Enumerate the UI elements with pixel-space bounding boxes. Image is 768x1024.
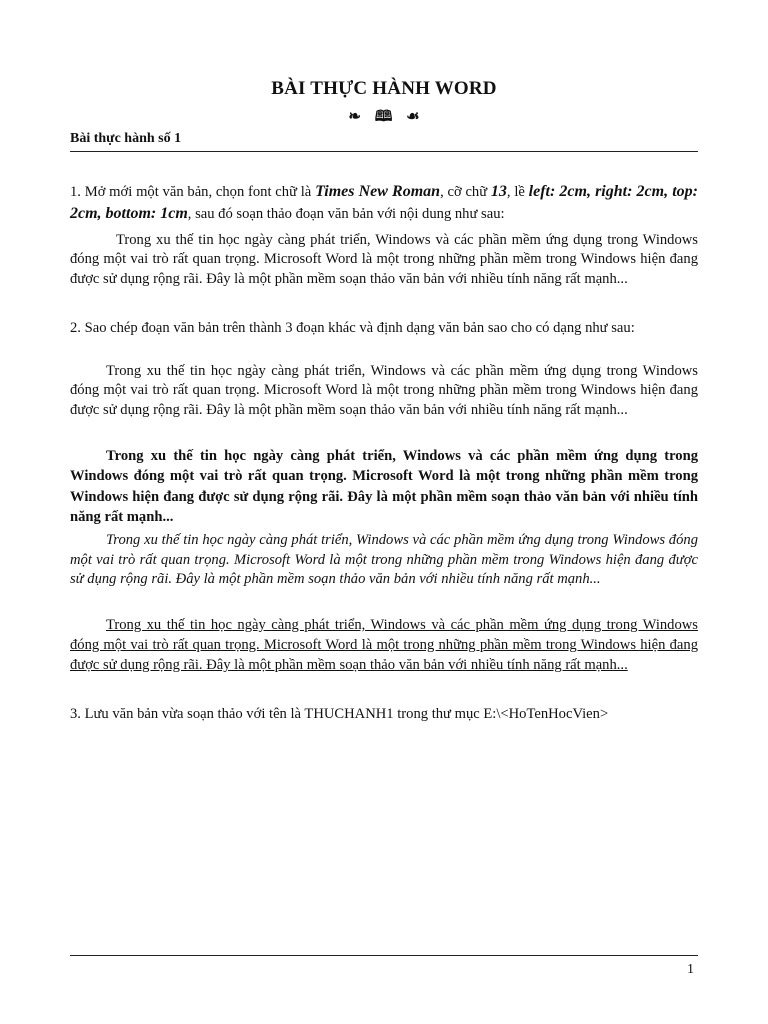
page-number: 1	[687, 962, 694, 977]
open-book-icon: 🕮	[374, 109, 393, 125]
instruction-item-3: 3. Lưu văn bản vừa soạn thảo với tên là THUCHANH1 trong thư mục E:\<HoTenHocVien>	[70, 706, 609, 722]
page-title: BÀI THỰC HÀNH WORD	[271, 78, 497, 99]
font-name-value: Times New Roman	[315, 183, 441, 200]
sample-paragraph-underline: Trong xu thế tin học ngày càng phát triển, Windows và các phần mềm ứng dụng trong Windows đóng một vai trò rất quan trọng. Microsoft Word là một trong những phần mềm trong Windows hiện đang được sử dụng rộng rãi. Đây là một phần mềm soạn thảo văn bản với nhiều tính năng rất mạnh...	[70, 617, 698, 673]
sample-paragraph-normal: Trong xu thế tin học ngày càng phát triển, Windows và các phần mềm ứng dụng trong Windows đóng một vai trò rất quan trọng. Microsoft Word là một trong những phần mềm trong Windows hiện đang được sử dụng rộng rãi. Đây là một phần mềm soạn thảo văn bản với nhiều tính năng rất mạnh...	[70, 363, 698, 418]
sample-paragraph-bold: Trong xu thế tin học ngày càng phát triển, Windows và các phần mềm ứng dụng trong Windows đóng một vai trò rất quan trọng. Microsoft Word là một trong những phần mềm trong Windows hiện đang được sử dụng rộng rãi. Đây là một phần mềm soạn thảo văn bản với nhiều tính năng rất mạnh...	[70, 448, 698, 526]
exercise-heading: Bài thực hành số 1	[70, 131, 182, 146]
sample-paragraph-plain-text: Trong xu thế tin học ngày càng phát triển, Windows và các phần mềm ứng dụng trong Windows đóng một vai trò rất quan trọng. Microsoft Word là một trong những phần mềm trong Windows hiện đang được sử dụng rộng rãi. Đây là một phần mềm soạn thảo văn bản với nhiều tính năng rất mạnh...	[70, 232, 698, 287]
footer-divider	[70, 955, 698, 956]
left-floral-ornament-icon: ❧	[348, 109, 361, 125]
sample-paragraph-plain	[70, 231, 698, 289]
font-size-value: 13	[490, 183, 507, 200]
margins-value: left: 2cm, right: 2cm, top: 2cm, bottom: 1cm	[70, 183, 698, 222]
item1-text-c: , lề	[506, 184, 529, 200]
item1-text-d: , sau đó soạn thảo đoạn văn bản với nội dung như sau:	[187, 206, 505, 222]
header-divider	[70, 151, 698, 152]
instruction-item-1	[70, 181, 698, 225]
item1-text-b: , cỡ chữ	[440, 184, 491, 200]
instruction-item-2: 2. Sao chép đoạn văn bản trên thành 3 đoạn khác và định dạng văn bản sao cho có dạng như sau:	[70, 320, 635, 336]
title-ornament	[0, 106, 768, 131]
sample-paragraph-italic: Trong xu thế tin học ngày càng phát triển, Windows và các phần mềm ứng dụng trong Windows đóng một vai trò rất quan trọng. Microsoft Word là một trong những phần mềm trong Windows hiện đang được sử dụng rộng rãi. Đây là một phần mềm soạn thảo văn bản với nhiều tính năng rất mạnh...	[70, 532, 698, 588]
item1-text-a: 1. Mở mới một văn bản, chọn font chữ là	[70, 184, 316, 200]
right-floral-ornament-icon: ☙	[406, 109, 420, 125]
